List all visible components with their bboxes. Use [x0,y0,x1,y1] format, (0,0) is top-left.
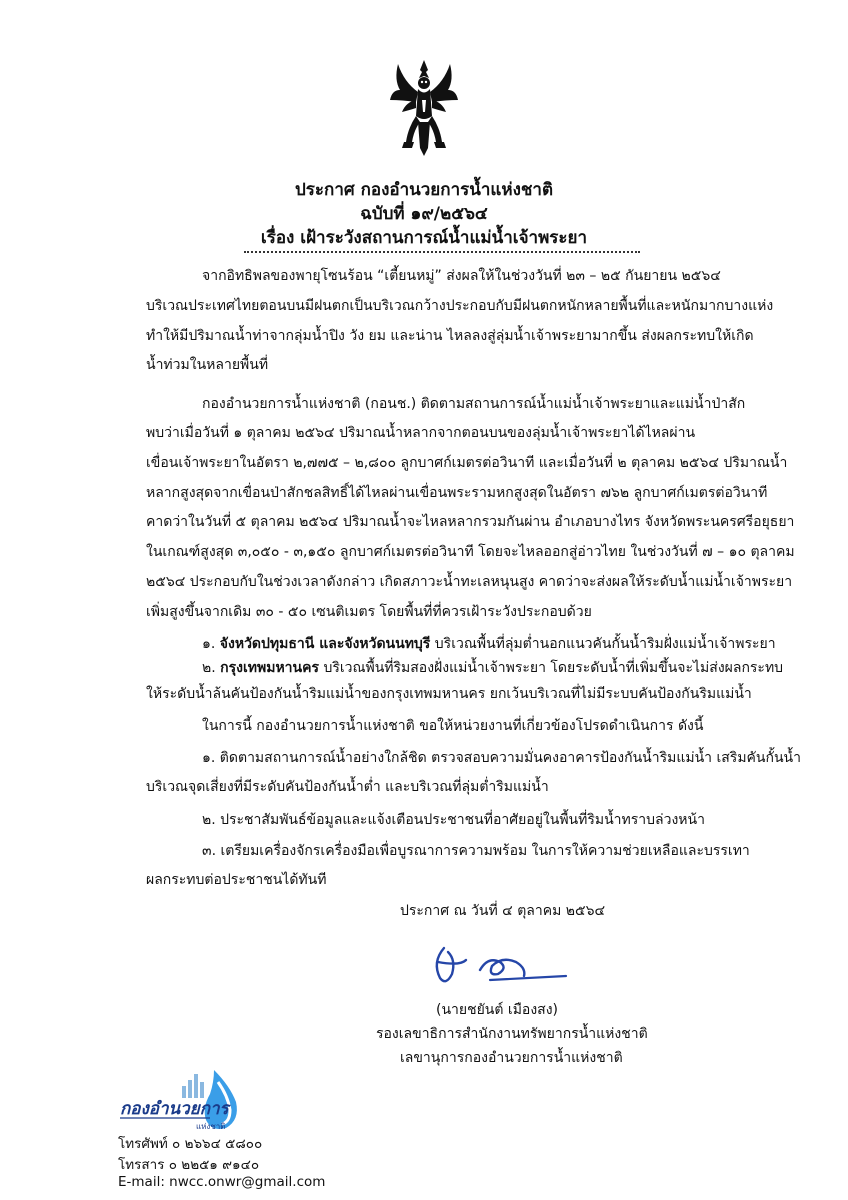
document-title: ประกาศ กองอำนวยการน้ำแห่งชาติ [294,180,553,200]
contact-fax: โทรสาร ๐ ๒๒๕๑ ๙๑๔๐ [118,1157,260,1173]
signatory-position-1: รองเลขาธิการสำนักงานทรัพยากรน้ำแห่งชาติ [376,1026,648,1042]
contact-phone: โทรศัพท์ ๐ ๒๖๖๔ ๕๘๐๐ [118,1136,263,1152]
para2-line5: คาดว่าในวันที่ ๕ ตุลาคม ๒๕๖๔ ปริมาณน้ำจะไหลหลากรวมกันผ่าน อำเภอบางไทร จังหวัดพระนครศรีอยุธยา [146,514,795,530]
announcement-date: ประกาศ ณ วันที่ ๔ ตุลาคม ๒๕๖๔ [400,903,606,919]
logo-subtext: แห่งชาติ [196,1122,226,1131]
watch-area-2-line2: ให้ระดับน้ำล้นคันป้องกันน้ำริมแม่น้ำของกรุงเทพมหานคร ยกเว้นบริเวณที่ไม่มีระบบคันป้องกันริมแม่น้ำ [146,686,752,702]
signatory-position-2: เลขานุการกองอำนวยการน้ำแห่งชาติ [400,1050,623,1066]
watch-area-2 [202,660,783,678]
watch-area-2-number: ๒. [202,660,216,676]
para1-line1: จากอิทธิพลของพายุโซนร้อน “เตี้ยนหมู่” ส่งผลให้ในช่วงวันที่ ๒๓ – ๒๕ กันยายน ๒๕๖๔ [202,268,721,284]
action2: ๒. ประชาสัมพันธ์ข้อมูลและแจ้งเตือนประชาชนที่อาศัยอยู่ในพื้นที่ริมน้ำทราบล่วงหน้า [202,812,705,828]
watch-area-1 [202,636,776,654]
document-subject: เรื่อง เฝ้าระวังสถานการณ์น้ำแม่น้ำเจ้าพระยา [260,228,588,248]
watch-area-1-detail: บริเวณพื้นที่ลุ่มต่ำนอกแนวคันกั้นน้ำริมฝั่งแม่น้ำเจ้าพระยา [430,636,776,652]
watch-area-1-province: จังหวัดปทุมธานี และจังหวัดนนทบุรี [219,636,431,652]
para1-line4: น้ำท่วมในหลายพื้นที่ [146,357,269,373]
para2-line1: กองอำนวยการน้ำแห่งชาติ (กอนช.) ติดตามสถานการณ์น้ำแม่น้ำเจ้าพระยาและแม่น้ำป่าสัก [202,396,746,412]
signatory-name: (นายชยันต์ เมืองสง) [436,1002,559,1018]
para1-line2: บริเวณประเทศไทยตอนบนมีฝนตกเป็นบริเวณกว้างประกอบกับมีฝนตกหนักหลายพื้นที่และหนักมากบางแห่ง [146,298,774,314]
para2-line6: ในเกณฑ์สูงสุด ๓,๐๕๐ - ๓,๑๕๐ ลูกบาศก์เมตรต่อวินาที โดยจะไหลออกสู่อ่าวไทย ในช่วงวันที่ ๗ – ๑๐ ตุลาคม [146,544,795,560]
para2-line3: เขื่อนเจ้าพระยาในอัตรา ๒,๗๗๕ – ๒,๘๐๐ ลูกบาศก์เมตรต่อวินาที และเมื่อวันที่ ๒ ตุลาคม ๒๕๖๔ ปริมาณน้ำ [146,455,788,471]
para1-line3: ทำให้มีปริมาณน้ำท่าจากลุ่มน้ำปิง วัง ยม และน่าน ไหลลงสู่ลุ่มน้ำเจ้าพระยามากขึ้น ส่งผลกระทบให้เกิด [146,328,754,344]
garuda-emblem-icon [388,56,460,160]
nwcc-logo-icon [118,1068,268,1132]
watch-area-2-province: กรุงเทพมหานคร [220,660,319,676]
watch-area-1-number: ๑. [202,636,216,652]
para2-line8: เพิ่มสูงขึ้นจากเดิม ๓๐ - ๕๐ เซนติเมตร โดยพื้นที่ที่ควรเฝ้าระวังประกอบด้วย [146,604,592,620]
action3-line1: ๓. เตรียมเครื่องจักรเครื่องมือเพื่อบูรณาการความพร้อม ในการให้ความช่วยเหลือและบรรเทา [202,843,750,859]
dotted-divider [244,251,640,253]
logo-text: กองอำนวยการ [120,1099,229,1118]
para3: ในการนี้ กองอำนวยการน้ำแห่งชาติ ขอให้หน่วยงานที่เกี่ยวข้องโปรดดำเนินการ ดังนี้ [202,718,704,734]
watch-area-2-detail: บริเวณพื้นที่ริมสองฝั่งแม่น้ำเจ้าพระยา โดยระดับน้ำที่เพิ่มขึ้นจะไม่ส่งผลกระทบ [319,660,784,676]
para2-line4: หลากสูงสุดจากเขื่อนป่าสักชลสิทธิ์ได้ไหลผ่านเขื่อนพระรามหกสูงสุดในอัตรา ๗๖๒ ลูกบาศก์เมตรต่อวินาที [146,485,768,501]
action1-line2: บริเวณจุดเสี่ยงที่มีระดับคันป้องกันน้ำต่ำ และบริเวณที่ลุ่มต่ำริมแม่น้ำ [146,779,549,795]
contact-email[interactable]: E-mail: nwcc.onwr@gmail.com [118,1174,326,1190]
document-number: ฉบับที่ ๑๙/๒๕๖๔ [360,204,488,224]
para2-line7: ๒๕๖๔ ประกอบกับในช่วงเวลาดังกล่าว เกิดสภาวะน้ำทะเลหนุนสูง คาดว่าจะส่งผลให้ระดับน้ำแม่น้ำเจ้าพระยา [146,574,793,590]
action3-line2: ผลกระทบต่อประชาชนได้ทันที [146,872,327,888]
handwritten-signature [430,940,570,990]
action1-line1: ๑. ติดตามสถานการณ์น้ำอย่างใกล้ชิด ตรวจสอบความมั่นคงอาคารป้องกันน้ำริมแม่น้ำ เสริมคันกั้นน้ำ [202,750,801,766]
para2-line2: พบว่าเมื่อวันที่ ๑ ตุลาคม ๒๕๖๔ ปริมาณน้ำหลากจากตอนบนของลุ่มน้ำเจ้าพระยาได้ไหลผ่าน [146,425,696,441]
